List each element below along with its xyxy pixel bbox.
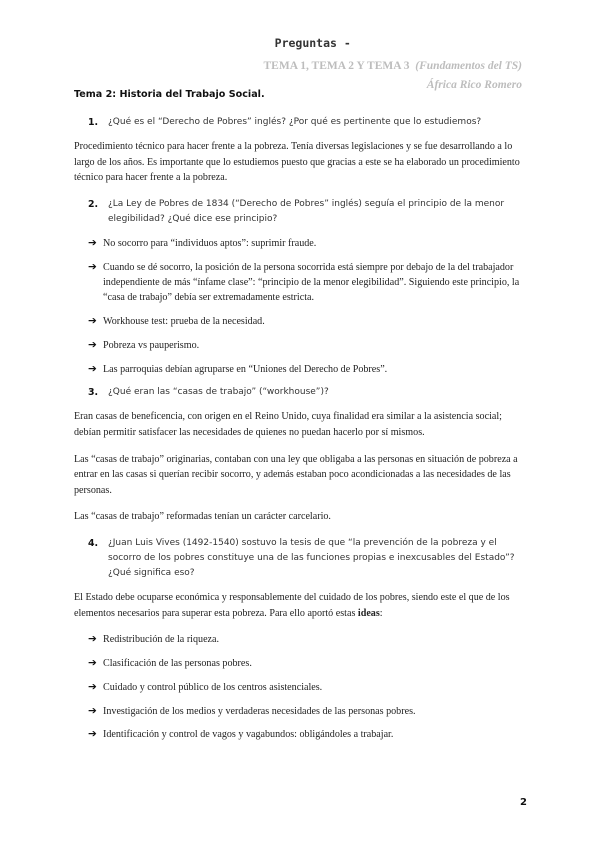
header-author: África Rico Romero bbox=[426, 79, 522, 91]
arrow-list bbox=[74, 236, 526, 377]
question-text: ¿Qué es el “Derecho de Pobres” inglés? ¿Por qué es pertinente que lo estudiemos? bbox=[108, 117, 482, 127]
paragraph-trailing-text: : bbox=[379, 607, 383, 619]
question-4 bbox=[74, 385, 526, 400]
arrow-right-icon: ➔ bbox=[88, 656, 97, 669]
list-item bbox=[88, 362, 526, 377]
section-title: Tema 2: Historia del Trabajo Social. bbox=[74, 89, 265, 100]
arrow-right-icon: ➔ bbox=[88, 704, 97, 717]
paragraph-text: Las “casas de trabajo” originarias, contaban con una ley que obligaba a las personas en situación de pobreza a entrar en las casas si querían recibir socorro, y además estaban poco acondicionadas a las necesidades de las personas. bbox=[74, 453, 518, 496]
question-text: ¿La Ley de Pobres de 1834 (“Derecho de Pobres” inglés) seguía el principio de la menor elegibilidad? ¿Qué dice ese principio? bbox=[108, 198, 505, 224]
question-text: ¿Qué eran las “casas de trabajo” (“workhouse”)? bbox=[108, 387, 329, 398]
list-item bbox=[88, 338, 526, 353]
header-prefix: Preguntas - bbox=[274, 36, 351, 50]
list-item bbox=[88, 727, 526, 742]
header-subject: (Fundamentos del TS) bbox=[415, 60, 522, 72]
list-item bbox=[88, 656, 526, 671]
paragraph-bold-text: ideas bbox=[357, 607, 380, 619]
list-item bbox=[88, 314, 526, 329]
paragraph bbox=[74, 139, 526, 186]
question-text: ¿Juan Luis Vives (1492-1540) sostuvo la tesis de que “la prevención de la pobreza y el socorro de los pobres constituye una de las funciones propias e inexcusables del Estado”? ¿Qué significa eso? bbox=[108, 537, 515, 578]
header-title bbox=[261, 36, 522, 72]
list-item bbox=[88, 680, 526, 695]
arrow-right-icon: ➔ bbox=[88, 728, 97, 741]
arrow-right-icon: ➔ bbox=[88, 680, 97, 693]
list-item bbox=[88, 704, 526, 719]
list-item-text: Cuidado y control público de los centros asistenciales. bbox=[103, 681, 323, 693]
arrow-right-icon: ➔ bbox=[88, 260, 97, 273]
paragraph bbox=[74, 409, 526, 440]
list-item-text: No socorro para “individuos aptos”: suprimir fraude. bbox=[103, 237, 317, 249]
question-number: 1. bbox=[88, 117, 99, 128]
document-body bbox=[74, 89, 526, 751]
question-0 bbox=[74, 115, 526, 130]
list-item bbox=[88, 632, 526, 647]
question-2 bbox=[74, 197, 526, 227]
paragraph bbox=[74, 590, 526, 621]
list-item-text: Cuando se dé socorro, la posición de la persona socorrida está siempre por debajo de la del trabajador independiente de más “ínfame clase”: “principio de la menor elegibilidad”. Siguiendo este principio, la “casa de trabajo” debía ser extremadamente estricta. bbox=[103, 261, 520, 304]
paragraph-text: Procedimiento técnico para hacer frente a la pobreza. Tenía diversas legislaciones y se fue desarrollando a lo largo de los años. Es importante que lo estudiemos puesto que gracias a este se ha elaborado un procedimiento técnico para hacer frente a la pobreza. bbox=[74, 141, 520, 184]
list-item-text: Identificación y control de vagos y vagabundos: obligándoles a trabajar. bbox=[103, 729, 394, 741]
arrow-right-icon: ➔ bbox=[88, 338, 97, 351]
question-number: 3. bbox=[88, 387, 99, 399]
list-item bbox=[88, 260, 526, 306]
list-item-text: Pobreza vs pauperismo. bbox=[103, 339, 200, 351]
arrow-right-icon: ➔ bbox=[88, 314, 97, 327]
paragraph bbox=[74, 452, 526, 499]
paragraph-text: Eran casas de beneficencia, con origen en el Reino Unido, cuya finalidad era similar a la asistencia social; debían permitir satisfacer las necesidades de quienes no puedan hacerlo por sí mismos. bbox=[74, 411, 502, 438]
question-number: 4. bbox=[88, 537, 99, 549]
header-topics: TEMA 1, TEMA 2 Y TEMA 3 bbox=[263, 60, 410, 72]
page-number: 2 bbox=[520, 797, 527, 808]
list-item-text: Workhouse test: prueba de la necesidad. bbox=[103, 315, 265, 327]
list-item-text: Investigación de los medios y verdaderas necesidades de las personas pobres. bbox=[103, 705, 416, 717]
question-number: 2. bbox=[88, 198, 99, 210]
list-item-text: Las parroquias debían agruparse en “Uniones del Derecho de Pobres”. bbox=[103, 363, 388, 375]
list-item-text: Redistribución de la riqueza. bbox=[103, 634, 220, 646]
paragraph bbox=[74, 509, 526, 525]
paragraph-text: El Estado debe ocuparse económica y responsablemente del cuidado de los pobres, siendo este el que de los elementos necesarios para superar esta pobreza. Para ello aportó estas bbox=[74, 591, 510, 619]
arrow-right-icon: ➔ bbox=[88, 236, 97, 249]
list-item-text: Clasificación de las personas pobres. bbox=[103, 657, 252, 669]
page-header bbox=[261, 36, 522, 91]
question-8 bbox=[74, 536, 526, 581]
arrow-list bbox=[74, 632, 526, 742]
list-item bbox=[88, 236, 526, 251]
content-blocks bbox=[74, 115, 526, 743]
arrow-right-icon: ➔ bbox=[88, 362, 97, 375]
paragraph-text: Las “casas de trabajo” reformadas tenían un carácter carcelario. bbox=[74, 511, 331, 523]
arrow-right-icon: ➔ bbox=[88, 633, 97, 646]
